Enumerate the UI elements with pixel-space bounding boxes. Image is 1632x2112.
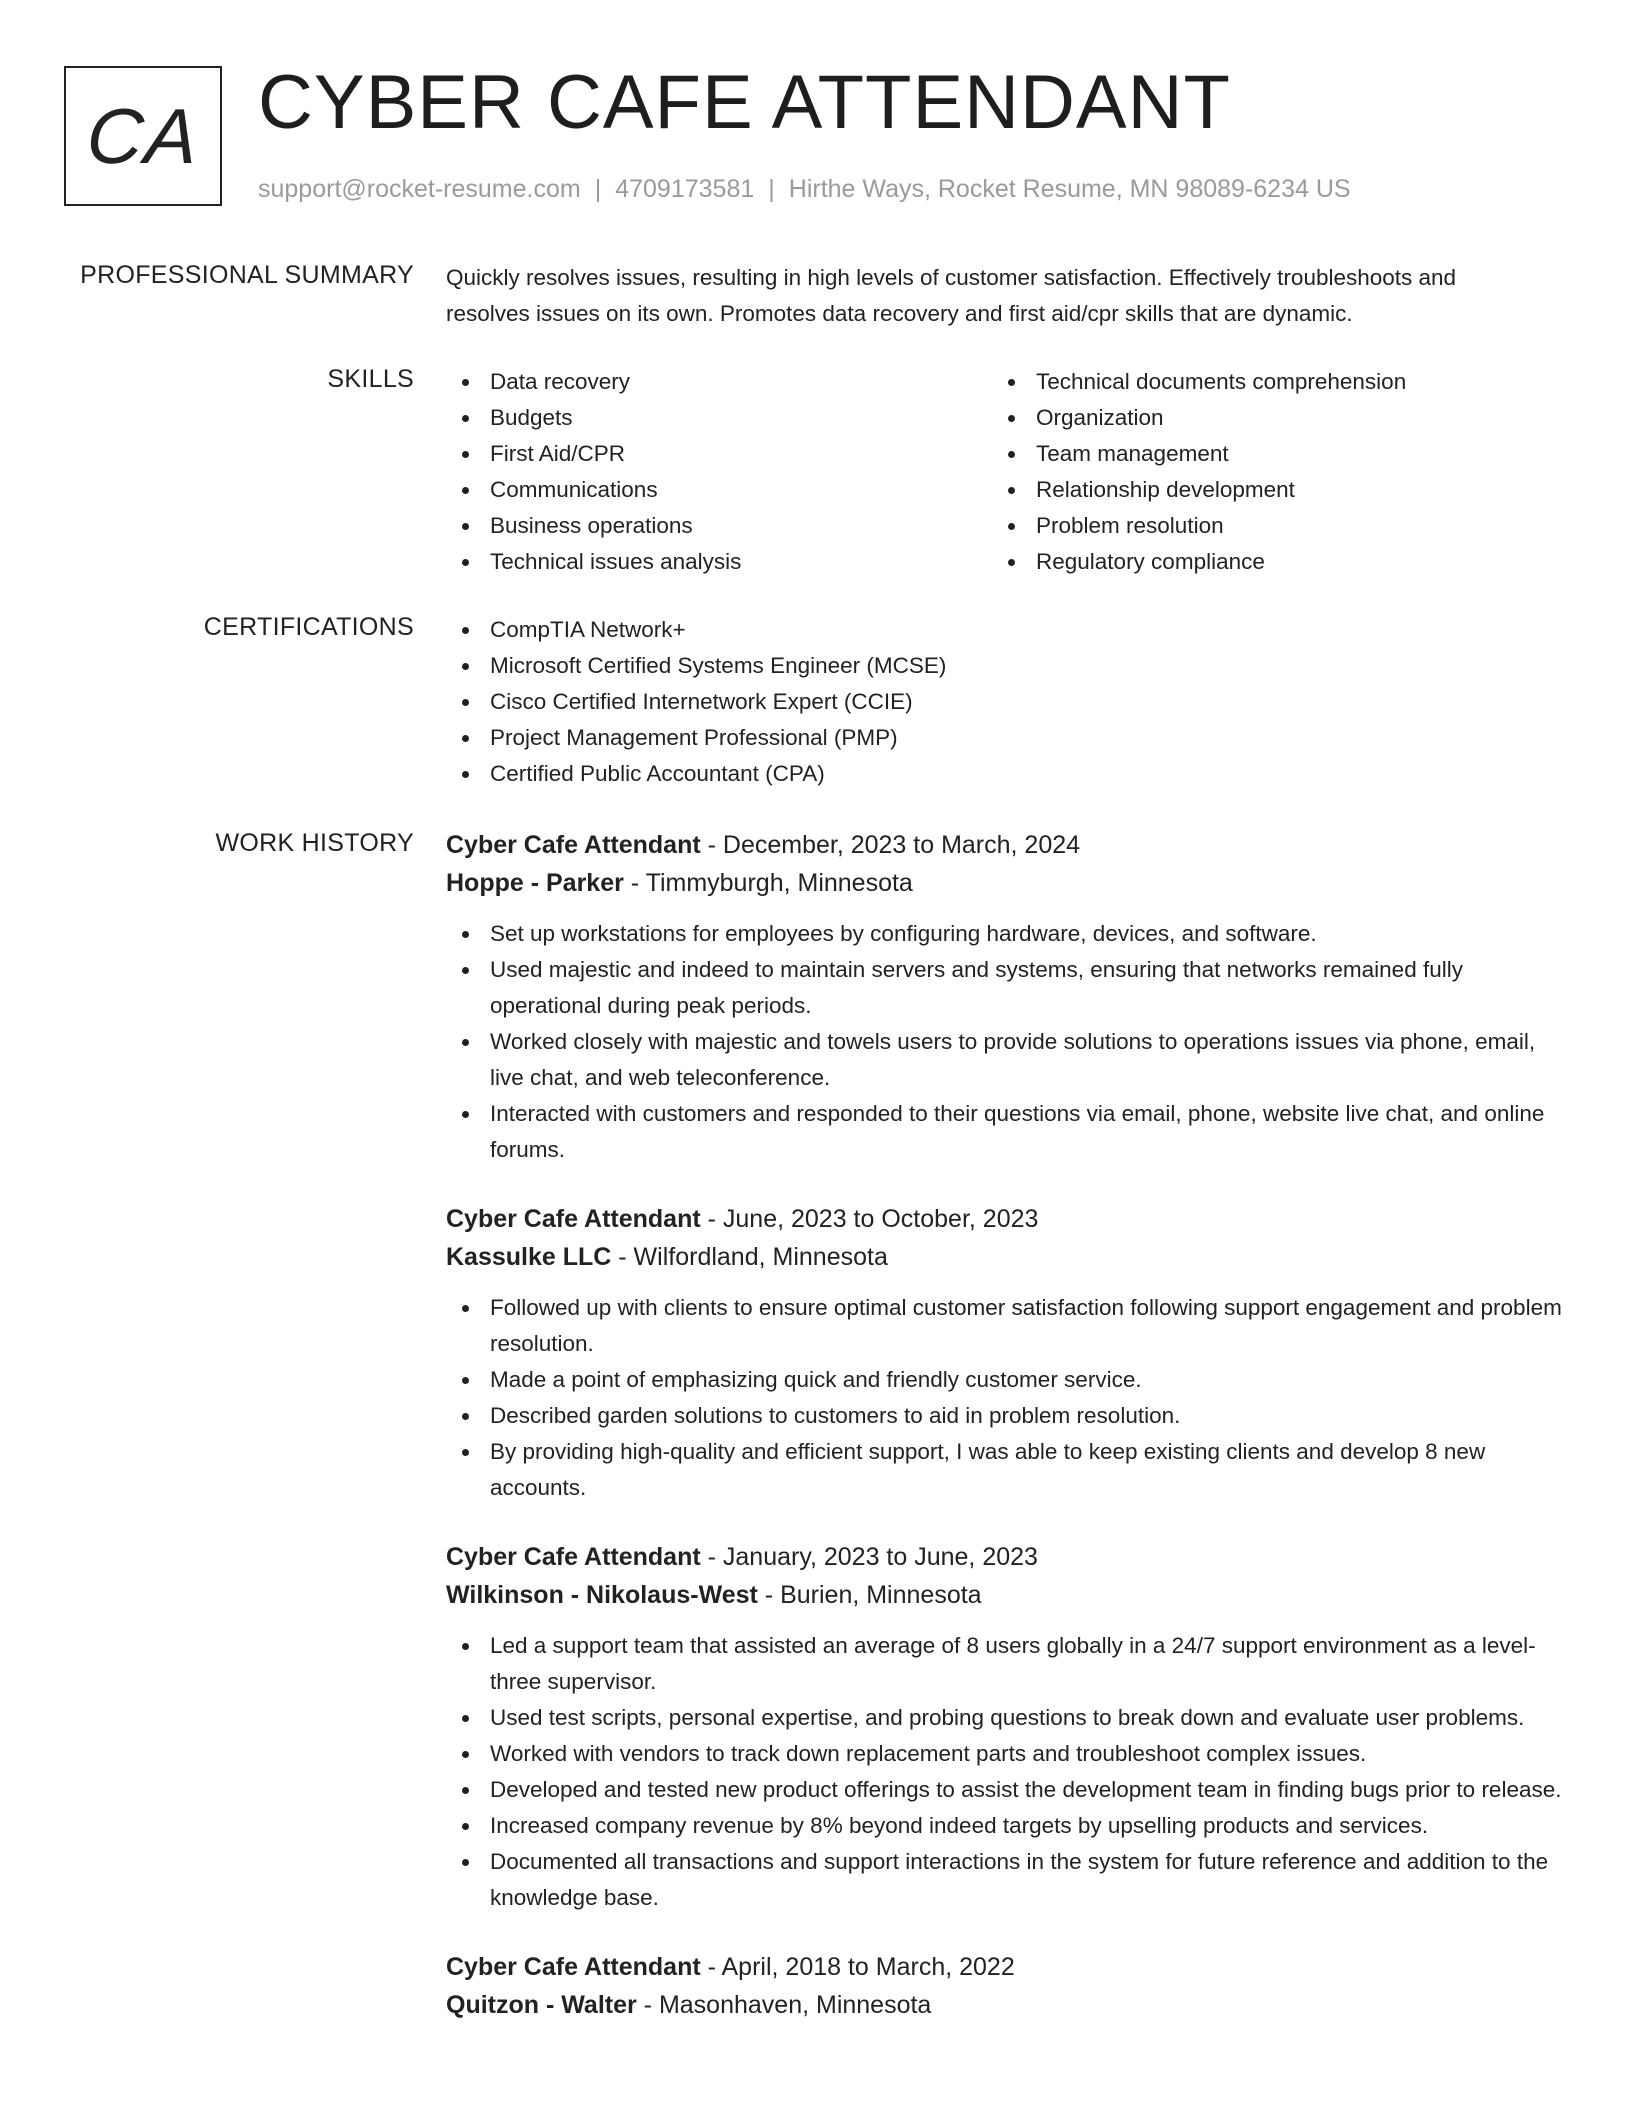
job-entry: [446, 1538, 1566, 1916]
job-company: Kassulke LLC: [446, 1243, 612, 1271]
contact-separator: |: [768, 175, 775, 203]
section-label-skills: SKILLS: [327, 365, 414, 393]
certification-item: Certified Public Accountant (CPA): [446, 756, 1566, 792]
job-company: Quitzon - Walter: [446, 1991, 637, 2019]
job-bullet: Led a support team that assisted an average of 8 users globally in a 24/7 support environment as a level-three supervisor.: [446, 1628, 1566, 1700]
monogram-initials: CA: [83, 91, 203, 180]
job-bullet: Followed up with clients to ensure optimal customer satisfaction following support engagement and problem resolution.: [446, 1290, 1566, 1362]
skill-item: Technical documents comprehension: [992, 364, 1512, 400]
certification-item: Project Management Professional (PMP): [446, 720, 1566, 756]
job-company-line: [446, 864, 1566, 902]
work-history-body: [446, 826, 1566, 2024]
job-title-line: [446, 826, 1566, 864]
certification-item: Cisco Certified Internetwork Expert (CCIE): [446, 684, 1566, 720]
job-entry: [446, 1200, 1566, 1506]
section-label-work-history: WORK HISTORY: [215, 829, 414, 857]
job-title: Cyber Cafe Attendant: [446, 1953, 701, 1981]
job-company-line: [446, 1576, 1566, 1614]
skill-item: Data recovery: [446, 364, 966, 400]
job-entry: [446, 826, 1566, 1168]
job-title-line: [446, 1200, 1566, 1238]
job-bullet: Interacted with customers and responded to their questions via email, phone, website live chat, and online forums.: [446, 1096, 1566, 1168]
job-bullet: Used test scripts, personal expertise, and probing questions to break down and evaluate user problems.: [446, 1700, 1566, 1736]
job-title-line: [446, 1948, 1566, 1986]
summary-text: Quickly resolves issues, resulting in high levels of customer satisfaction. Effectively troubleshoots and resolves issues on its own. Promotes data recovery and first aid/cpr skills that are dynamic.: [446, 265, 1457, 326]
job-bullet: Worked with vendors to track down replacement parts and troubleshoot complex issues.: [446, 1736, 1566, 1772]
skill-item: Problem resolution: [992, 508, 1512, 544]
contact-line: [258, 172, 1351, 206]
job-location: - Wilfordland, Minnesota: [611, 1243, 888, 1271]
skill-item: Technical issues analysis: [446, 544, 966, 580]
section-label-summary: PROFESSIONAL SUMMARY: [80, 261, 414, 289]
skills-list-right: [992, 364, 1512, 580]
section-label-certifications: CERTIFICATIONS: [203, 613, 414, 641]
job-dates: - January, 2023 to June, 2023: [700, 1543, 1038, 1571]
skill-item: Communications: [446, 472, 966, 508]
skill-item: Business operations: [446, 508, 966, 544]
job-company: Hoppe - Parker: [446, 869, 624, 897]
contact-address: Hirthe Ways, Rocket Resume, MN 98089-6234 US: [788, 175, 1351, 203]
skill-item: Team management: [992, 436, 1512, 472]
job-location: - Timmyburgh, Minnesota: [623, 869, 913, 897]
job-bullet-list: [446, 1290, 1566, 1506]
skill-item: First Aid/CPR: [446, 436, 966, 472]
job-bullet: Worked closely with majestic and towels users to provide solutions to operations issues via phone, email, live chat, and web teleconference.: [446, 1024, 1566, 1096]
job-location: - Burien, Minnesota: [757, 1581, 982, 1609]
job-title: Cyber Cafe Attendant: [446, 831, 701, 859]
job-bullet: Developed and tested new product offerings to assist the development team in finding bugs prior to release.: [446, 1772, 1566, 1808]
job-bullet-list: [446, 916, 1566, 1168]
job-title: Cyber Cafe Attendant: [446, 1205, 701, 1233]
resume-title: CYBER CAFE ATTENDANT: [258, 60, 1231, 145]
job-dates: - June, 2023 to October, 2023: [700, 1205, 1039, 1233]
job-bullet: Set up workstations for employees by configuring hardware, devices, and software.: [446, 916, 1566, 952]
job-company: Wilkinson - Nikolaus-West: [446, 1581, 758, 1609]
job-bullet: Increased company revenue by 8% beyond indeed targets by upselling products and services.: [446, 1808, 1566, 1844]
job-bullet: Documented all transactions and support interactions in the system for future reference and addition to the knowledge base.: [446, 1844, 1566, 1916]
job-dates: - April, 2018 to March, 2022: [700, 1953, 1015, 1981]
job-bullet: By providing high-quality and efficient support, I was able to keep existing clients and develop 8 new accounts.: [446, 1434, 1566, 1506]
certifications-list: [446, 612, 1566, 792]
job-entry: [446, 1948, 1566, 2024]
job-title: Cyber Cafe Attendant: [446, 1543, 701, 1571]
job-bullet: Used majestic and indeed to maintain servers and systems, ensuring that networks remained fully operational during peak periods.: [446, 952, 1566, 1024]
certification-item: Microsoft Certified Systems Engineer (MCSE): [446, 648, 1566, 684]
job-bullet-list: [446, 1628, 1566, 1916]
contact-phone: 4709173581: [615, 175, 755, 203]
job-bullet: Described garden solutions to customers to aid in problem resolution.: [446, 1398, 1566, 1434]
skills-list-left: [446, 364, 966, 580]
job-company-line: [446, 1238, 1566, 1276]
job-dates: - December, 2023 to March, 2024: [700, 831, 1081, 859]
job-location: - Masonhaven, Minnesota: [636, 1991, 932, 2019]
monogram-badge: [64, 66, 222, 206]
skill-item: Relationship development: [992, 472, 1512, 508]
contact-email: support@rocket-resume.com: [258, 175, 581, 203]
skill-item: Regulatory compliance: [992, 544, 1512, 580]
job-company-line: [446, 1986, 1566, 2024]
skill-item: Organization: [992, 400, 1512, 436]
job-bullet: Made a point of emphasizing quick and friendly customer service.: [446, 1362, 1566, 1398]
contact-separator: |: [594, 175, 602, 203]
job-title-line: [446, 1538, 1566, 1576]
skill-item: Budgets: [446, 400, 966, 436]
certification-item: CompTIA Network+: [446, 612, 1566, 648]
